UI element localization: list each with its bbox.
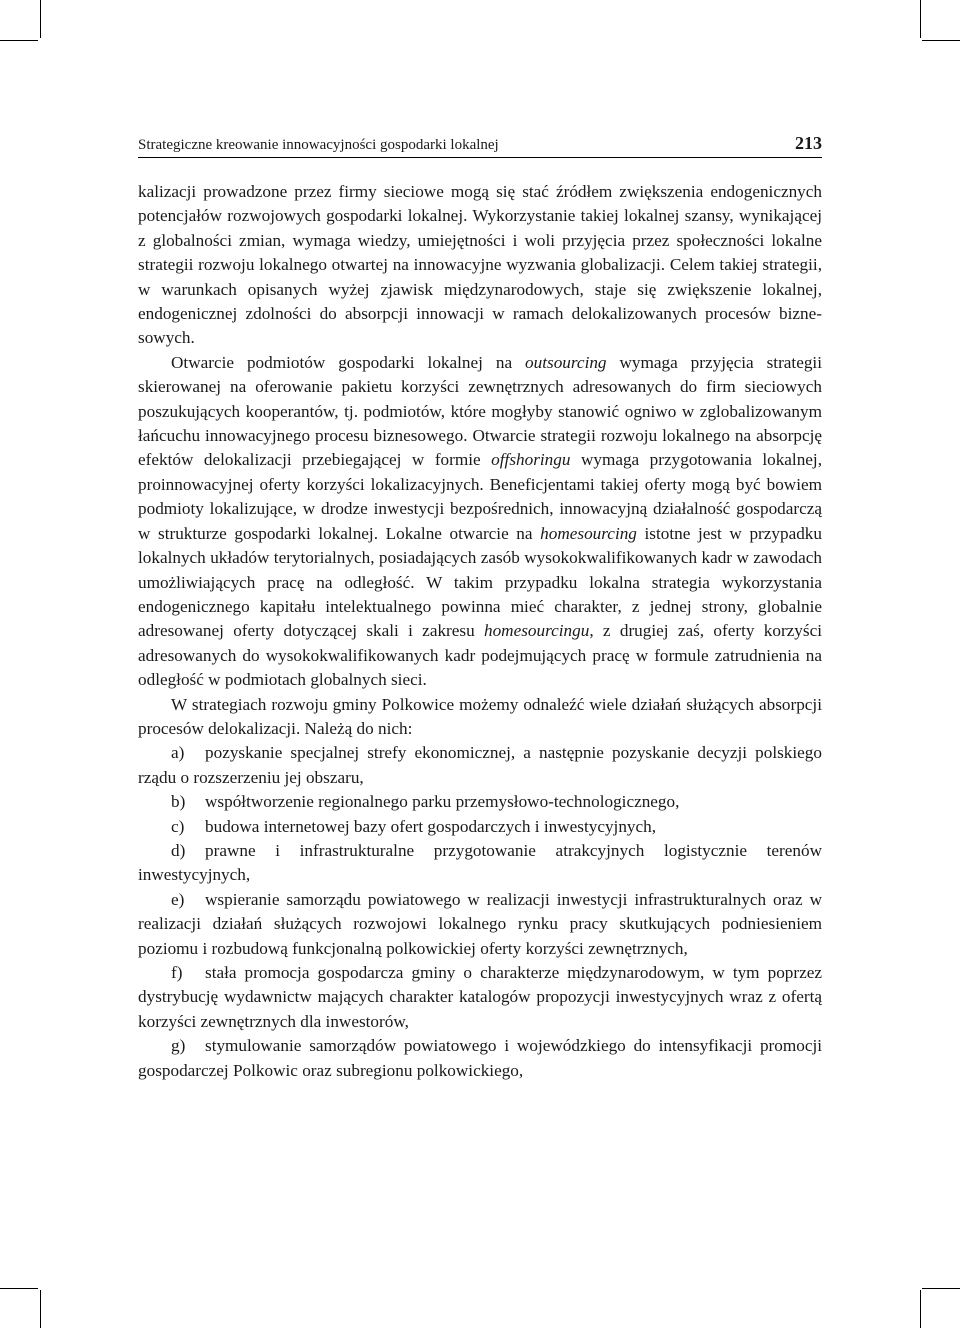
list-item: [138, 839, 822, 888]
crop-mark-top-left: [40, 0, 41, 38]
list-item: [138, 1034, 822, 1083]
list-marker: f): [171, 963, 183, 982]
paragraph-2-part-5: , z drugiej zaś, oferty korzyści adresowanych do wysokokwalifikowanych kadr podejmujących pracę w formule zatrudnienia na odległość w podmiotach globalnych sieci.: [138, 621, 822, 690]
running-header: [138, 133, 822, 158]
paragraph-3: W strategiach rozwoju gminy Polkowice możemy odnaleźć wiele działań służących absorpcji procesów delokalizacji. Należą do nich:: [138, 694, 822, 738]
paragraph-2-part-1: Otwarcie podmiotów gospodarki lokalnej na: [171, 352, 526, 372]
list-item: [138, 815, 822, 839]
paragraph-2-part-2: wymaga przyjęcia strategii skierowanej na oferowanie pakietu korzyści zewnętrznych adresowanych do firm sieciowych poszukujących kooperantów, tj. podmiotów, które mogłyby stanowić ogniwo w zglobalizowanym łańcuchu innowacyjnego procesu biznesowego. Otwarcie strategii rozwoju lokalnego na absorpcję efektów delokalizacji przebiegającej w formie: [138, 352, 822, 470]
running-title: Strategiczne kreowanie innowacyjności gospodarki lokalnej: [138, 137, 499, 153]
list-marker: b): [171, 792, 186, 812]
crop-mark-top-left-h: [0, 40, 38, 41]
crop-mark-bottom-right: [920, 1290, 921, 1328]
list-item: [138, 790, 822, 814]
term-offshoringu: offshoringu: [491, 450, 571, 470]
list-marker: a): [171, 743, 185, 763]
list-item: [138, 741, 822, 790]
list-marker: g): [171, 1036, 186, 1056]
list-item-text: stymulowanie samorządów powiatowego i wojewódzkiego do intensyfikacji promocji gospodarczej Polkowic oraz subregionu polkowickiego,: [138, 1036, 822, 1080]
list-marker: e): [171, 889, 185, 909]
list-item: [138, 961, 822, 1034]
term-homesourcingu: homesourcingu: [483, 621, 590, 641]
list-marker: d): [171, 840, 186, 860]
paragraph-2-part-4: istotne jest w przypadku lokalnych układów terytorialnych, posiadających zasób wysokokwalifikowanych kadr w zawodach umożliwiających pracę na odległość. W takim przypadku lokalna strategia wykorzystania endogenicznego kapitału intelektualnego powinna mieć charakter, z jednej strony, globalnie adresowanej oferty dotyczącej skali i zakresu: [138, 523, 822, 641]
crop-mark-bottom-left-h: [0, 1288, 38, 1289]
list-item-text: pozyskanie specjalnej strefy ekonomicznej, a następnie pozyskanie decyzji polskiego rządu o rozszerzeniu jej obszaru,: [138, 743, 822, 787]
crop-mark-top-right: [920, 0, 921, 38]
list-item: [138, 888, 822, 961]
paragraph-2: [138, 351, 822, 693]
term-homesourcing: homesourcing: [540, 523, 637, 543]
term-outsourcing: outsourcing: [525, 352, 607, 372]
list-item-text: stała promocja gospodarcza gminy o charakterze międzynarodowym, w tym poprzez dystrybucję wydawnictw mających charakter katalogów propozycji inwestycyjnych wraz z ofertą korzyści zewnętrznych dla inwestorów,: [138, 963, 822, 1031]
list-item-text: budowa internetowej bazy ofert gospodarczych i inwestycyjnych,: [205, 816, 657, 836]
list-item-text: wspieranie samorządu powiatowego w realizacji inwestycji infrastrukturalnych oraz w realizacji działań służących rozwojowi lokalnego rynku pracy skutkujących podniesieniem poziomu i rozbudową funkcjonalną polkowickiej oferty korzyści zewnętrznych,: [138, 889, 822, 958]
paragraph-2-part-3: wymaga przygotowania lokalnej, proinnowacyjnej oferty korzyści lokalizacyjnych. Beneficjentami takiej oferty mogą być bowiem podmioty lokalizujące, w drodze inwestycji bezpośrednich, innowacyjną działalność gospodarczą w strukturze gospodarki lokalnej. Lokalne otwarcie na: [138, 450, 822, 543]
list-item-text: współtworzenie regionalnego parku przemysłowo-technologicznego,: [205, 792, 680, 812]
crop-mark-bottom-left: [40, 1290, 41, 1328]
crop-mark-top-right-h: [922, 40, 960, 41]
body-text: [138, 180, 822, 1083]
list-item-text: prawne i infrastrukturalne przygotowanie atrakcyjnych logistycznie terenów inwestycyjnych,: [138, 840, 822, 885]
crop-mark-bottom-right-h: [922, 1288, 960, 1289]
paragraph-1: kalizacji prowadzone przez firmy sieciowe mogą się stać źródłem zwiększenia endogenicznych potencjałów rozwojowych gospodarki lokalnej. Wykorzystanie takiej lokalnej szansy, wynikającej z globalności zmian, wymaga wiedzy, umiejętności i woli przyjęcia przez społeczności lokalne strategii rozwoju lokalnego otwartej na innowacyjne wyzwania globalizacji. Celem takiej strategii, w warunkach opisanych wyżej zjawisk międzynarodowych, staje się zwiększenie lokalnej, endogenicznej zdolności do absorpcji innowacji w ramach delokalizowanych procesów biznesowych.: [138, 182, 822, 348]
page-number: 213: [795, 133, 822, 153]
list-marker: c): [171, 816, 185, 836]
